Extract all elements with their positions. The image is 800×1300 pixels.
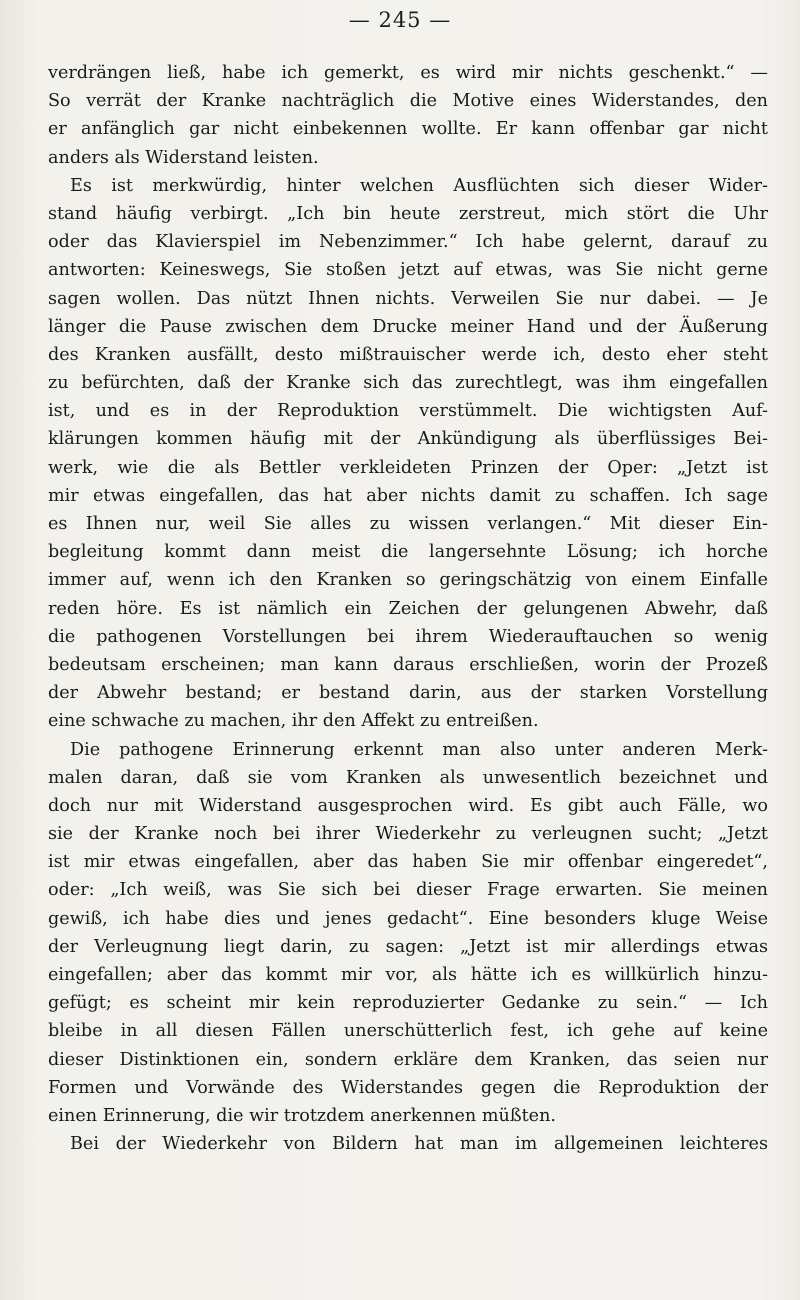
text-line: mir etwas eingefallen, das hat aber nichts damit zu schaffen. Ich sage	[48, 485, 768, 506]
text-line: doch nur mit Widerstand ausgesprochen wird. Es gibt auch Fälle, wo	[48, 795, 768, 816]
text-line: bleibe in all diesen Fällen unerschütterlich fest, ich gehe auf keine	[48, 1021, 768, 1042]
page-number: — 245 —	[348, 8, 452, 32]
text-line: werk, wie die als Bettler verkleideten Prinzen der Oper: „Jetzt ist	[48, 457, 768, 478]
text-line: des Kranken ausfällt, desto mißtrauischer werde ich, desto eher steht	[48, 344, 768, 365]
text-line: der Verleugnung liegt darin, zu sagen: „Jetzt ist mir allerdings etwas	[48, 936, 768, 957]
text-line: sagen wollen. Das nützt Ihnen nichts. Verweilen Sie nur dabei. — Je	[48, 288, 768, 309]
text-line: Formen und Vorwände des Widerstandes gegen die Reproduktion der	[48, 1077, 768, 1098]
text-line: antworten: Keineswegs, Sie stoßen jetzt auf etwas, was Sie nicht gerne	[48, 260, 768, 281]
text-line: Die pathogene Erinnerung erkennt man also unter anderen Merk-	[70, 739, 768, 760]
text-line: reden höre. Es ist nämlich ein Zeichen der gelungenen Abwehr, daß	[48, 598, 768, 619]
text-line: es Ihnen nur, weil Sie alles zu wissen verlangen.“ Mit dieser Ein-	[48, 514, 768, 534]
text-line: oder: „Ich weiß, was Sie sich bei dieser Frage erwarten. Sie meinen	[48, 880, 768, 901]
text-line: anders als Widerstand leisten.	[48, 147, 319, 168]
text-line: länger die Pause zwischen dem Drucke meiner Hand und der Äußerung	[48, 316, 768, 337]
text-line: gefügt; es scheint mir kein reproduzierter Gedanke zu sein.“ — Ich	[48, 993, 768, 1014]
text-line: verdrängen ließ, habe ich gemerkt, es wird mir nichts geschenkt.“ —	[48, 63, 768, 83]
text-line: begleitung kommt dann meist die langersehnte Lösung; ich horche	[48, 542, 768, 563]
text-line: dieser Distinktionen ein, sondern erkläre dem Kranken, das seien nur	[48, 1049, 768, 1070]
text-line: klärungen kommen häufig mit der Ankündigung als überflüssiges Bei-	[48, 429, 768, 450]
text-line: einen Erinnerung, die wir trotzdem anerkennen müßten.	[48, 1105, 557, 1126]
text-line: Bei der Wiederkehr von Bildern hat man im allgemeinen leichteres	[70, 1134, 768, 1155]
body-text	[48, 59, 768, 1158]
text-line: ist mir etwas eingefallen, aber das haben Sie mir offenbar eingeredet“,	[48, 852, 768, 873]
text-line: sie der Kranke noch bei ihrer Wiederkehr zu verleugnen sucht; „Jetzt	[48, 824, 768, 845]
text-line: stand häufig verbirgt. „Ich bin heute zerstreut, mich stört die Uhr	[48, 203, 768, 224]
text-line: zu befürchten, daß der Kranke sich das zurechtlegt, was ihm eingefallen	[48, 373, 768, 394]
text-line: die pathogenen Vorstellungen bei ihrem Wiederauftauchen so wenig	[48, 626, 768, 647]
text-line: gewiß, ich habe dies und jenes gedacht“. Eine besonders kluge Weise	[48, 908, 768, 929]
text-line: eine schwache zu machen, ihr den Affekt zu entreißen.	[48, 711, 539, 732]
text-line: immer auf, wenn ich den Kranken so geringschätzig von einem Einfalle	[48, 570, 768, 591]
text-line: der Abwehr bestand; er bestand darin, aus der starken Vorstellung	[48, 683, 768, 704]
text-line: malen daran, daß sie vom Kranken als unwesentlich bezeichnet und	[48, 767, 768, 788]
text-line: bedeutsam erscheinen; man kann daraus erschließen, worin der Prozeß	[48, 654, 768, 675]
text-line: oder das Klavierspiel im Nebenzimmer.“ Ich habe gelernt, darauf zu	[48, 232, 768, 253]
text-line: Es ist merkwürdig, hinter welchen Ausflüchten sich dieser Wider-	[70, 175, 768, 196]
text-line: er anfänglich gar nicht einbekennen wollte. Er kann offenbar gar nicht	[48, 119, 768, 140]
text-line: So verrät der Kranke nachträglich die Motive eines Widerstandes, den	[48, 91, 768, 112]
text-line: ist, und es in der Reproduktion verstümmelt. Die wichtigsten Auf-	[48, 401, 768, 422]
text-line: eingefallen; aber das kommt mir vor, als hätte ich es willkürlich hinzu-	[48, 965, 768, 985]
